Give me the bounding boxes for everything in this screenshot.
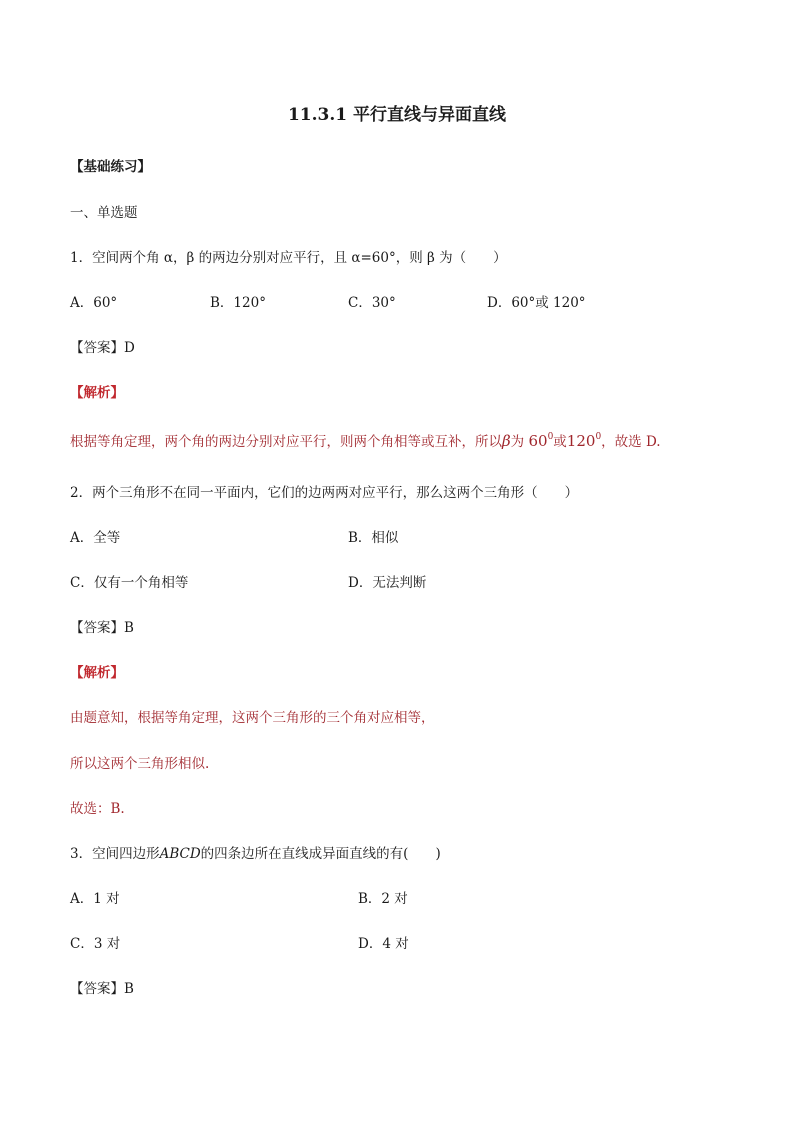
question-2-analysis-line: 故选：B.: [70, 801, 125, 817]
question-2-option-d: D．无法判断: [348, 575, 427, 591]
analysis-text: 或: [553, 434, 567, 450]
question-2-analysis-line: 由题意知，根据等角定理，这两个三角形的三个角对应相等，: [70, 710, 435, 726]
question-2-option-b: B．相似: [348, 530, 399, 546]
question-1-stem: 1．空间两个角 α，β 的两边分别对应平行，且 α=60°，则 β 为（ ）: [70, 250, 507, 266]
beta-symbol: β: [502, 432, 511, 450]
question-1-option-b: B．120°: [210, 295, 266, 311]
analysis-text: 根据等角定理，两个角的两边分别对应平行，则两个角相等或互补，所以: [70, 434, 502, 450]
analysis-text: 为: [510, 434, 525, 450]
part-heading: 一、单选题: [70, 205, 138, 221]
question-1-analysis-label: 【解析】: [70, 385, 124, 401]
angle-value-120: $120^0$: [566, 432, 602, 450]
question-1-option-c: C．30°: [348, 295, 396, 311]
analysis-text: ，故选 D.: [601, 434, 661, 450]
question-3-option-a: A．1 对: [70, 891, 120, 907]
question-3-option-d: D．4 对: [358, 936, 409, 952]
section-heading: 【基础练习】: [70, 159, 151, 175]
question-2-stem: 2．两个三角形不在同一平面内，它们的边两两对应平行，那么这两个三角形（ ）: [70, 485, 579, 501]
question-2-analysis-label: 【解析】: [70, 665, 124, 681]
question-1-analysis: [70, 432, 661, 451]
question-3-option-b: B．2 对: [358, 891, 408, 907]
question-1-answer: 【答案】D: [70, 340, 135, 356]
angle-value-60: $60^0$: [528, 432, 554, 450]
question-3-option-c: C．3 对: [70, 936, 121, 952]
question-2-option-c: C．仅有一个角相等: [70, 575, 189, 591]
question-2-analysis-line: 所以这两个三角形相似.: [70, 756, 210, 772]
page-title: 11.3.1 平行直线与异面直线: [287, 105, 507, 125]
question-3-stem: 3．空间四边形ABCD的四条边所在直线成异面直线的有( ): [70, 846, 441, 862]
quadrilateral-label: ABCD: [159, 846, 201, 862]
question-1-option-a: A．60°: [70, 295, 118, 311]
question-3-answer: 【答案】B: [70, 981, 134, 997]
question-1-option-d: D．60°或 120°: [487, 295, 586, 311]
question-2-option-a: A．全等: [70, 530, 121, 546]
question-2-answer: 【答案】B: [70, 620, 134, 636]
